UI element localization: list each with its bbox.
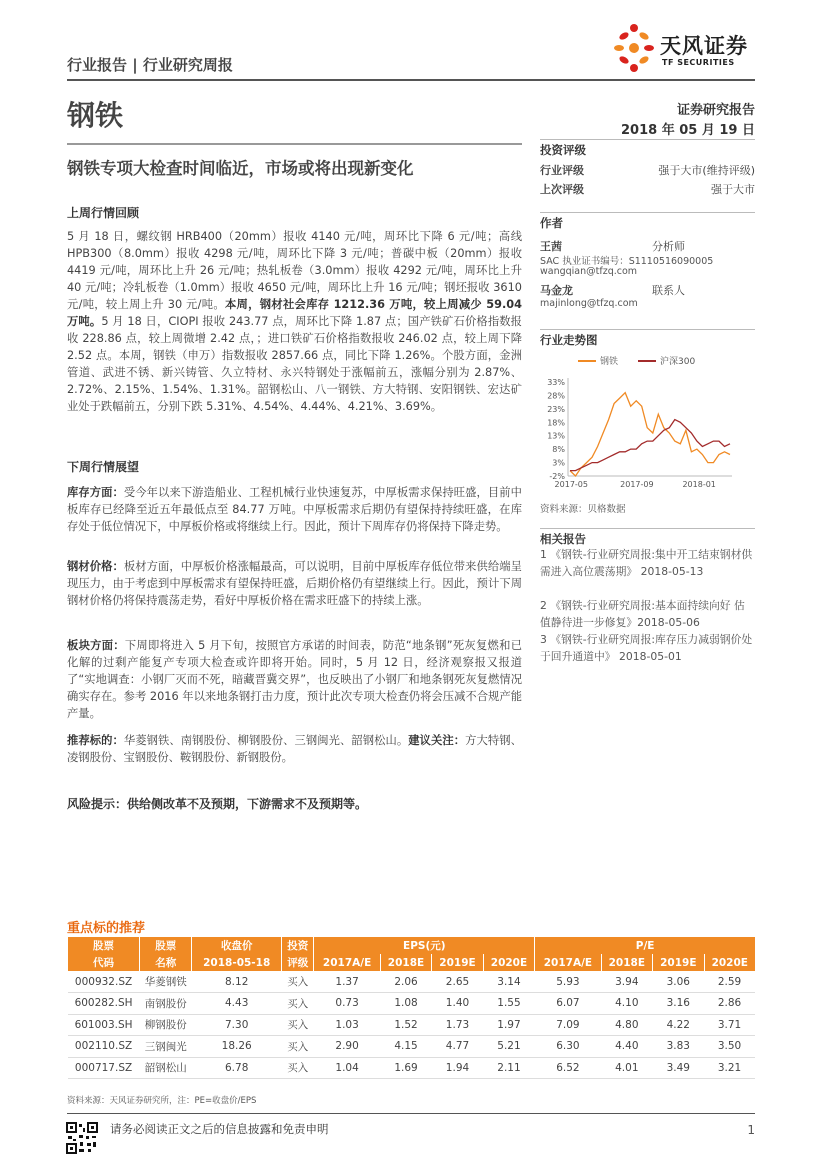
authors-heading: 作者 <box>540 216 563 230</box>
company-logo <box>612 22 752 74</box>
sidebar-divider <box>540 329 755 330</box>
review-text-b: 5 月 18 日，CIOPI 报收 243.77 点，周环比下降 1.87 点；国产铁矿石价格指数报收 228.86 点，较上周微增 2.42 点，；进口铁矿石价格指数报收 246.02 点，较上周下降 2.52 点。本周，钢铁（申万）指数报收 2857.66 点，同比下降 1.26%。个股方面，金洲管道、武进不锈、新兴铸管、久立特材、永兴特钢处于涨幅前五，涨幅分别为 2.87%、2.72%、2.15%、1.54%、1.31%。韶钢松山、八一钢铁、方大特钢、安阳钢铁、宏达矿业处于跌幅前五，分别下跌 5.31%、4.54%、4.44%、4.21%、3.69%。 <box>67 315 522 413</box>
table-cell: 18.26 <box>192 1036 282 1058</box>
trend-chart <box>540 350 755 490</box>
price-label: 钢材价格： <box>67 560 124 573</box>
table-cell: 2.11 <box>483 1057 534 1079</box>
table-cell: 1.73 <box>432 1014 483 1036</box>
chart-y-tick-label: 3% <box>552 458 565 468</box>
chart-y-tick-label: 23% <box>547 404 565 414</box>
table-cell: 5.93 <box>535 971 601 993</box>
inventory-text: 受今年以来下游造船业、工程机械行业快速复苏，中厚板需求保持旺盛，目前中板库存已经降至近五年最低点至 84.77 万吨。中厚板需求后期仍有望保持持续旺盛，在库存处于低位情况下，中厚板价格或将继续上行。因此，预计下周库存仍将保持下降走势。 <box>67 486 522 533</box>
table-cell: 6.07 <box>535 993 601 1015</box>
table-cell: 4.01 <box>601 1057 652 1079</box>
table-cell: 6.30 <box>535 1036 601 1058</box>
table-header-cell: 2020E <box>483 954 534 971</box>
table-cell: 600282.SH <box>68 993 140 1015</box>
chart-series-line <box>570 393 730 476</box>
table-cell: 4.10 <box>601 993 652 1015</box>
price-text: 板材方面，中厚板价格涨幅最高，可以说明，目前中厚板库存低位带来供给端呈现压力，由于考虑到中厚板需求有望保持旺盛，后期价格仍有望继续上行。因此，预计下周钢材价格仍将保持震荡走势，看好中厚板价格在需求旺盛下的持续上涨。 <box>67 560 522 607</box>
watch-label: 建议关注： <box>408 734 466 747</box>
table-header-cell: 2017A/E <box>314 954 380 971</box>
watch-text: 方大特钢、凌钢股份、宝钢股份、鞍钢股份、新钢股份。 <box>67 734 522 764</box>
table-header-cell: EPS(元) <box>314 937 535 954</box>
page-number: 1 <box>747 1123 755 1137</box>
table-row <box>68 1057 756 1079</box>
table-cell: 韶钢松山 <box>140 1057 192 1079</box>
table-cell: 1.40 <box>432 993 483 1015</box>
table-cell: 2.65 <box>432 971 483 993</box>
table-cell: 4.43 <box>192 993 282 1015</box>
sidebar-divider <box>540 528 755 529</box>
table-cell: 1.55 <box>483 993 534 1015</box>
table-cell: 000932.SZ <box>68 971 140 993</box>
report-type: 证券研究报告 <box>676 103 755 118</box>
table-cell: 601003.SH <box>68 1014 140 1036</box>
table-header-cell: 2017A/E <box>535 954 601 971</box>
report-title: 钢铁专项大检查时间临近，市场或将出现新变化 <box>67 159 414 178</box>
table-cell: 3.06 <box>653 971 704 993</box>
table-header-cell: 投资 <box>282 937 314 954</box>
inventory-paragraph <box>67 484 522 535</box>
table-row <box>68 1014 756 1036</box>
chart-x-tick-label: 2017-09 <box>620 480 654 489</box>
sidebar-divider <box>540 139 755 140</box>
table-cell: 买入 <box>282 1014 314 1036</box>
table-cell: 8.12 <box>192 971 282 993</box>
chart-y-tick-label: -2% <box>549 472 565 481</box>
table-cell: 4.40 <box>601 1036 652 1058</box>
author1-email[interactable]: wangqian@tfzq.com <box>540 266 638 277</box>
table-cell: 3.49 <box>653 1057 704 1079</box>
table-header-row <box>68 954 756 971</box>
related-item[interactable]: 1 《钢铁-行业研究周报:集中开工结束钢材供需进入高位震荡期》 2018-05-13 <box>540 548 753 578</box>
table-cell: 3.16 <box>653 993 704 1015</box>
table-header-cell: 2019E <box>432 954 483 971</box>
price-paragraph <box>67 558 522 609</box>
table-header-cell: 2018E <box>601 954 652 971</box>
chart-x-tick-label: 2018-01 <box>682 480 716 489</box>
table-row <box>68 971 756 993</box>
table-cell: 7.09 <box>535 1014 601 1036</box>
table-note: 资料来源：天风证券研究所，注：PE=收盘价/EPS <box>67 1096 257 1106</box>
table-cell: 000717.SZ <box>68 1057 140 1079</box>
plate-text: 下周即将进入 5 月下旬，按照官方承诺的时间表，防范“地条钢”死灰复燃和已化解的过剩产能复产专项大检查或许即将开始。同时，5 月 12 日，经济观察报又报道了“实地调查：小钢厂灭而不死，暗藏晋冀交界”，也反映出了小钢厂和地条钢死灰复燃情况确实存在。参考 2016 年以来地条钢打击力度，预计此次专项大检查仍将会压减不合规产能产量。 <box>67 639 522 720</box>
table-cell: 3.83 <box>653 1036 704 1058</box>
table-cell: 3.21 <box>704 1057 755 1079</box>
table-header-cell: 代码 <box>68 954 140 971</box>
table-cell: 3.50 <box>704 1036 755 1058</box>
table-cell: 1.52 <box>380 1014 431 1036</box>
sidebar-divider <box>540 212 755 213</box>
author1-role: 分析师 <box>652 240 685 253</box>
recommend-label: 推荐标的： <box>67 734 124 747</box>
sector-name: 钢铁 <box>67 99 124 132</box>
table-cell: 2.90 <box>314 1036 380 1058</box>
chart-legend-label: 沪深300 <box>660 357 696 367</box>
author2-role: 联系人 <box>652 284 685 297</box>
recommend-table <box>67 937 755 1079</box>
table-cell: 三钢闽光 <box>140 1036 192 1058</box>
prev-rating-row <box>540 181 755 197</box>
table-row <box>68 1036 756 1058</box>
table-header-cell: 2020E <box>704 954 755 971</box>
logo-text: 天风证券 <box>660 34 748 58</box>
recommend-text: 华菱钢铁、南钢股份、柳钢股份、三钢闽光、韶钢松山。 <box>123 734 409 747</box>
author1-name: 王茜 <box>540 240 562 253</box>
risk-notice: 风险提示：供给侧改革不及预期，下游需求不及预期等。 <box>67 797 368 811</box>
chart-source: 资料来源：贝格数据 <box>540 504 626 515</box>
logo-flower-icon <box>612 22 656 74</box>
prev-rating-label: 上次评级 <box>540 183 584 196</box>
table-cell: 4.15 <box>380 1036 431 1058</box>
table-cell: 买入 <box>282 993 314 1015</box>
table-cell: 4.80 <box>601 1014 652 1036</box>
table-cell: 1.04 <box>314 1057 380 1079</box>
related-item[interactable]: 3 《钢铁-行业研究周报:库存压力减弱钢价处于回升通道中》 2018-05-01 <box>540 633 753 663</box>
table-cell: 3.94 <box>601 971 652 993</box>
table-header-cell: 2018-05-18 <box>192 954 282 971</box>
table-cell: 6.78 <box>192 1057 282 1079</box>
table-cell: 0.73 <box>314 993 380 1015</box>
table-cell: 4.77 <box>432 1036 483 1058</box>
chart-x-tick-label: 2017-05 <box>554 480 588 489</box>
table-cell: 2.06 <box>380 971 431 993</box>
author1-cert: SAC 执业证书编号：S1110516090005 <box>540 256 714 267</box>
author2-row <box>540 282 755 298</box>
table-cell: 买入 <box>282 1057 314 1079</box>
table-cell: 1.37 <box>314 971 380 993</box>
author2-email[interactable]: majinlong@tfzq.com <box>540 298 638 309</box>
table-header-cell: 名称 <box>140 954 192 971</box>
table-header-row <box>68 937 756 954</box>
chart-series-line <box>570 420 730 471</box>
table-header-cell: 2019E <box>653 954 704 971</box>
table-header-cell: 收盘价 <box>192 937 282 954</box>
header-divider <box>67 79 755 81</box>
report-tag: 行业报告 | 行业研究周报 <box>67 56 233 74</box>
table-cell: 3.71 <box>704 1014 755 1036</box>
title-divider <box>67 143 522 145</box>
table-cell: 3.14 <box>483 971 534 993</box>
table-cell: 南钢股份 <box>140 993 192 1015</box>
chart-y-tick-label: 13% <box>547 431 565 441</box>
trend-heading: 行业走势图 <box>540 333 598 347</box>
chart-y-tick-label: 18% <box>547 418 565 428</box>
table-cell: 1.97 <box>483 1014 534 1036</box>
rating-row <box>540 162 755 178</box>
table-cell: 买入 <box>282 971 314 993</box>
table-cell: 002110.SZ <box>68 1036 140 1058</box>
table-header-cell: 股票 <box>68 937 140 954</box>
report-date: 2018 年 05 月 19 日 <box>621 123 755 138</box>
chart-y-tick-label: 28% <box>547 391 565 401</box>
table-cell: 1.03 <box>314 1014 380 1036</box>
related-item[interactable]: 2 《钢铁-行业研究周报:基本面持续向好 估值静待进一步修复》2018-05-06 <box>540 599 745 629</box>
table-cell: 1.94 <box>432 1057 483 1079</box>
author1-row <box>540 238 755 254</box>
table-cell: 柳钢股份 <box>140 1014 192 1036</box>
review-text-a: 5 月 18 日，螺纹钢 HRB400（20mm）报收 4140 元/吨，周环比下降 6 元/吨；高线 HPB300（8.0mm）报收 4298 元/吨，周环比下降 3 元/吨；普碳中板（20mm）报收 4419 元/吨，周环比上升 26 元/吨；热轧板卷（3.0mm）报收 4292 元/吨，周环比上升 40 元/吨；冷轧板卷（1.0mm）报收 4650 元/吨，周环比上升 16 元/吨；钢坯报收 3610 元/吨，较上周上升 30 元/吨。 <box>67 230 522 311</box>
prev-rating-value: 强于大市 <box>711 183 755 196</box>
table-cell: 4.22 <box>653 1014 704 1036</box>
footer-disclaimer: 请务必阅读正文之后的信息披露和免责申明 <box>110 1122 329 1136</box>
rating-label: 行业评级 <box>540 164 584 177</box>
footer-divider <box>67 1113 755 1114</box>
table-header-cell: 2018E <box>380 954 431 971</box>
review-paragraph <box>67 228 522 415</box>
rating-heading: 投资评级 <box>540 143 586 157</box>
chart-y-tick-label: 8% <box>552 445 565 455</box>
plate-label: 板块方面： <box>67 639 125 652</box>
table-cell: 买入 <box>282 1036 314 1058</box>
chart-y-tick-label: 33% <box>547 378 565 387</box>
table-header-cell: P/E <box>535 937 755 954</box>
table-title: 重点标的推荐 <box>67 921 146 936</box>
logo-text-en: TF SECURITIES <box>662 58 735 67</box>
table-header-cell: 评级 <box>282 954 314 971</box>
outlook-heading: 下周行情展望 <box>67 460 140 474</box>
table-row <box>68 993 756 1015</box>
recommend-paragraph <box>67 732 522 766</box>
related-heading: 相关报告 <box>540 532 586 546</box>
rating-value: 强于大市(维持评级) <box>658 164 755 177</box>
table-cell: 1.69 <box>380 1057 431 1079</box>
table-cell: 7.30 <box>192 1014 282 1036</box>
review-heading: 上周行情回顾 <box>67 206 140 220</box>
plate-paragraph <box>67 637 522 722</box>
review-text-bold: 本周，钢材社会库存 1212.36 万吨，较上周减少 59.04 万吨。 <box>67 298 522 328</box>
table-cell: 6.52 <box>535 1057 601 1079</box>
table-cell: 2.86 <box>704 993 755 1015</box>
table-cell: 1.08 <box>380 993 431 1015</box>
table-header-cell: 股票 <box>140 937 192 954</box>
author2-name: 马金龙 <box>540 284 573 297</box>
table-cell: 华菱钢铁 <box>140 971 192 993</box>
table-cell: 5.21 <box>483 1036 534 1058</box>
table-cell: 2.59 <box>704 971 755 993</box>
qr-code-icon <box>66 1122 98 1154</box>
chart-legend-label: 钢铁 <box>600 357 619 367</box>
inventory-label: 库存方面： <box>67 486 124 499</box>
